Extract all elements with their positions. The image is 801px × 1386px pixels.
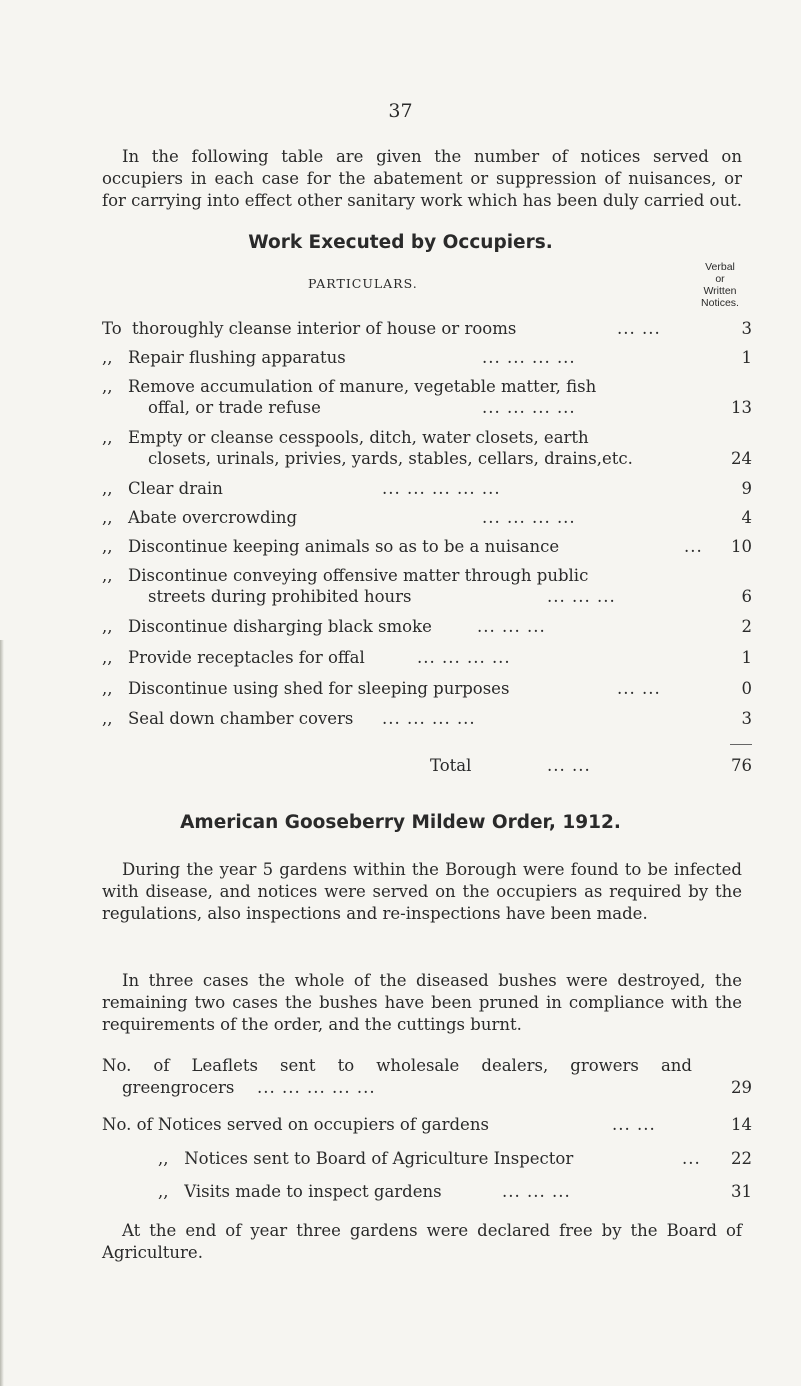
row-text [128,565,718,607]
closing-text: At the end of year three gardens were declared free by the Board of Agriculture. [102,1221,742,1262]
intro-paragraph [102,146,742,212]
stat-leader: ... ... ... [502,1182,571,1201]
paragraph-text: In three cases the whole of the diseased bushes were destroyed, the remaining two cases the bushes have been pruned in compliance with the requirements of the order, and the cuttings burnt. [102,971,742,1034]
total-value: 76 [731,756,752,775]
stat-leader: ... ... [612,1115,656,1134]
row-value: 3 [741,709,752,728]
gooseberry-paragraph-1 [102,859,742,925]
stat-value: 31 [731,1182,752,1201]
row-text: Discontinue disharging black smoke [128,617,432,636]
row-prefix: ,, [102,348,113,367]
table-title: Work Executed by Occupiers. [248,232,553,253]
row-value: 6 [741,587,752,606]
row-value: 0 [741,679,752,698]
intro-text: In the following table are given the number of notices served on occupiers in each case for the abatement or suppression of nuisances, or for carrying into effect other sanitary work which has been duly carried out. [102,147,742,210]
row-prefix: ,, [102,617,113,636]
stat-leader: ... [682,1149,701,1168]
column-header-notices [690,261,750,309]
stat-text: No. of Notices served on occupiers of gardens [102,1115,489,1134]
row-leader: ... ... ... ... [382,709,476,728]
row-text [128,427,728,469]
total-rule [730,744,752,745]
notices-header-line: Verbal [705,261,735,273]
page-edge-shadow [0,640,4,1386]
row-value: 3 [741,319,752,338]
row-text: Seal down chamber covers [128,709,354,728]
row-value: 4 [741,508,752,527]
row-leader: ... ... ... ... [482,508,576,527]
section-title: American Gooseberry Mildew Order, 1912. [180,812,621,833]
row-text [128,376,718,418]
row-text: Repair flushing apparatus [128,348,346,367]
row-leader: ... ... [617,319,661,338]
row-leader: ... ... ... ... ... [382,479,501,498]
row-prefix: ,, [102,479,113,498]
row-leader: ... ... ... ... [482,398,576,417]
row-prefix: ,, [102,566,113,585]
row-value: 9 [741,479,752,498]
row-value: 1 [741,348,752,367]
page-number: 37 [388,100,413,122]
row-value: 24 [731,449,752,468]
gooseberry-paragraph-2 [102,970,742,1036]
column-header-particulars: PARTICULARS. [308,276,418,291]
row-prefix: ,, [102,377,113,396]
row-text-continuation: offal, or trade refuse [148,398,321,417]
notices-header-line: Notices. [701,297,739,309]
stat-leader: ... ... ... ... ... [257,1078,376,1097]
row-prefix: ,, [102,537,113,556]
row-prefix: ,, [102,648,113,667]
row-value: 13 [731,398,752,417]
row-text-line: Discontinue conveying offensive matter through public [128,566,589,585]
stat-value: 14 [731,1115,752,1134]
row-text: Clear drain [128,479,223,498]
row-leader: ... ... ... [477,617,546,636]
closing-paragraph [102,1220,742,1264]
total-label: Total [430,756,472,775]
stat-text: ,, Notices sent to Board of Agriculture Inspector [158,1149,574,1168]
row-text: Provide receptacles for offal [128,648,365,667]
row-leader: ... ... ... ... [482,348,576,367]
row-text: Abate overcrowding [128,508,298,527]
row-prefix: ,, [102,508,113,527]
stat-text: ,, Visits made to inspect gardens [158,1182,442,1201]
total-leader: ... ... [547,756,591,775]
row-text-line: Remove accumulation of manure, vegetable matter, fish [128,377,597,396]
stat-text: No. of Leaflets sent to wholesale dealers, growers and [102,1056,692,1075]
row-text: Discontinue keeping animals so as to be a nuisance [128,537,560,556]
stat-value: 29 [731,1078,752,1097]
row-value: 1 [741,648,752,667]
row-text-continuation: closets, urinals, privies, yards, stables, cellars, drains,etc. [148,449,633,468]
row-leader: ... ... ... [547,587,616,606]
row-prefix: ,, [102,428,113,447]
row-prefix: ,, [102,679,113,698]
row-prefix: To [102,319,122,338]
stat-text-continuation: greengrocers [122,1078,235,1097]
row-leader: ... [684,537,703,556]
row-text-line: Empty or cleanse cesspools, ditch, water closets, earth [128,428,589,447]
row-value: 2 [741,617,752,636]
row-value: 10 [731,537,752,556]
row-text-continuation: streets during prohibited hours [148,587,412,606]
row-prefix: ,, [102,709,113,728]
notices-header-line: Written [703,285,737,297]
row-text: thoroughly cleanse interior of house or rooms [132,319,517,338]
notices-header-line: or [715,273,725,285]
paragraph-text: During the year 5 gardens within the Borough were found to be infected with disease, and notices were served on the occupiers as required by the regulations, also inspections and re-inspections have been made. [102,860,742,923]
row-text: Discontinue using shed for sleeping purposes [128,679,510,698]
row-leader: ... ... [617,679,661,698]
row-leader: ... ... ... ... [417,648,511,667]
stat-value: 22 [731,1149,752,1168]
